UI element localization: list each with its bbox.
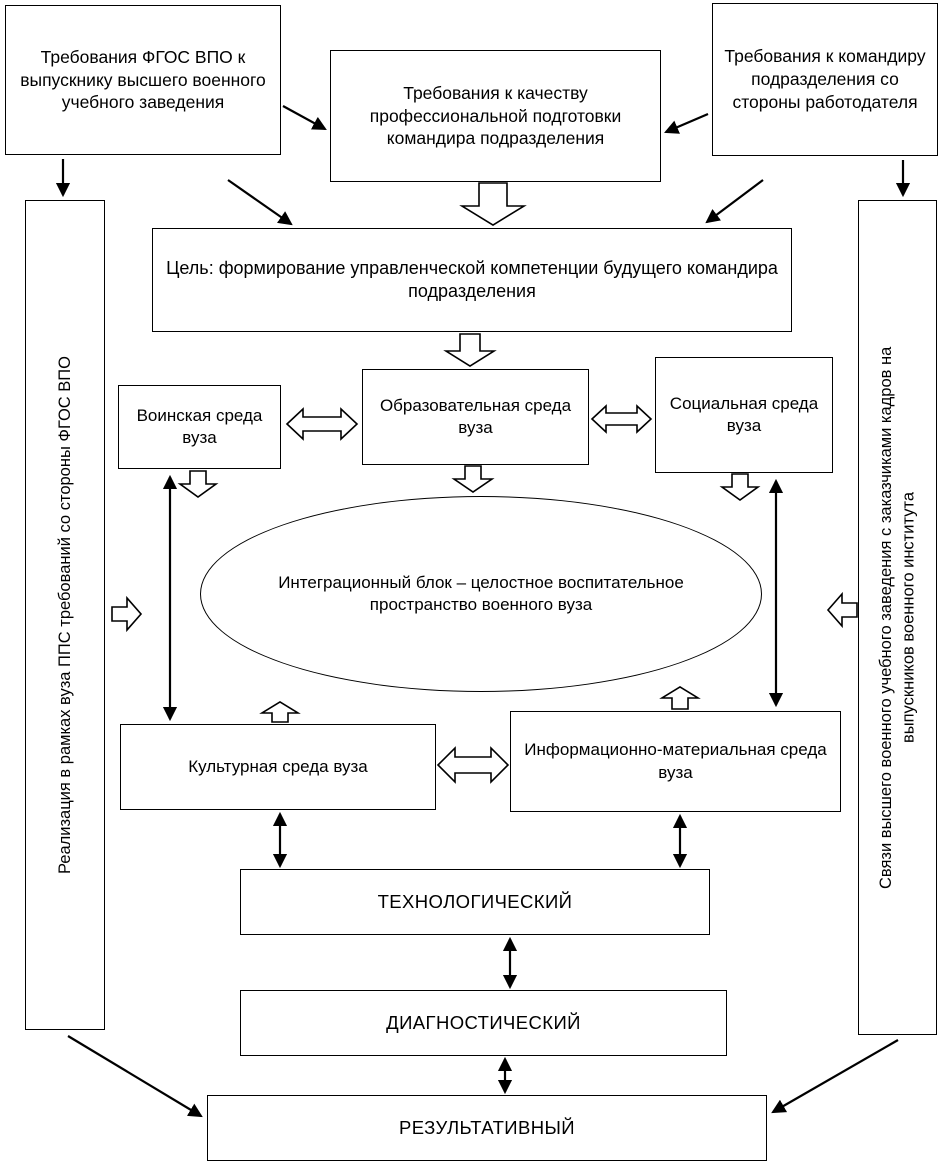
arrow-left-to-goal <box>228 180 291 224</box>
node-military-environment: Воинская среда вуза <box>118 385 281 469</box>
sidebar-right-relations <box>858 200 937 1035</box>
arrow-edu-to-integration <box>454 466 492 492</box>
node-integration-block: Интеграционный блок – целостное воспитательное пространство военного вуза <box>200 496 762 692</box>
arrow-info-to-integration <box>662 687 698 709</box>
arrow-left-bar-to-result <box>68 1036 201 1116</box>
sidebar-left-realization <box>25 200 105 1030</box>
arrow-military-edu-bidir <box>287 409 357 439</box>
node-employer-requirements: Требования к командиру подразделения со стороны работодателя <box>712 3 938 156</box>
arrow-left-bar-to-integration <box>112 598 141 630</box>
node-goal: Цель: формирование управленческой компетенции будущего командира подразделения <box>152 228 792 332</box>
arrow-right-to-goal <box>707 180 763 222</box>
arrow-social-to-integration <box>722 474 758 500</box>
node-diagnostic-block: ДИАГНОСТИЧЕСКИЙ <box>240 990 727 1056</box>
node-cultural-environment: Культурная среда вуза <box>120 724 436 810</box>
arrow-fgos-to-quality <box>283 106 325 129</box>
node-social-environment: Социальная среда вуза <box>655 357 833 473</box>
arrow-right-bar-to-result <box>773 1040 898 1112</box>
sidebar-right-label: Связи высшего военного учебного заведения с заказчиками кадров на выпускников военного института <box>877 346 918 889</box>
node-result-block: РЕЗУЛЬТАТИВНЫЙ <box>207 1095 767 1161</box>
arrow-quality-to-goal <box>462 183 524 225</box>
arrow-right-bar-to-integration <box>828 594 857 626</box>
arrow-cultural-info-bidir <box>438 748 508 782</box>
node-technological-block: ТЕХНОЛОГИЧЕСКИЙ <box>240 869 710 935</box>
arrow-military-to-integration <box>180 471 216 497</box>
node-info-material-environment: Информационно-материальная среда вуза <box>510 711 841 812</box>
node-fgos-requirements: Требования ФГОС ВПО к выпускнику высшего военного учебного заведения <box>5 5 281 155</box>
arrow-goal-to-edu <box>446 334 494 366</box>
arrow-edu-social-bidir <box>592 406 651 432</box>
arrow-employer-to-quality <box>666 114 708 132</box>
sidebar-left-label: Реализация в рамках вуза ППС требований со стороны ФГОС ВПО <box>55 356 74 874</box>
node-educational-environment: Образовательная среда вуза <box>362 369 589 465</box>
node-quality-requirements: Требования к качеству профессиональной подготовки командира подразделения <box>330 50 661 182</box>
arrow-cultural-to-integration <box>262 702 298 722</box>
